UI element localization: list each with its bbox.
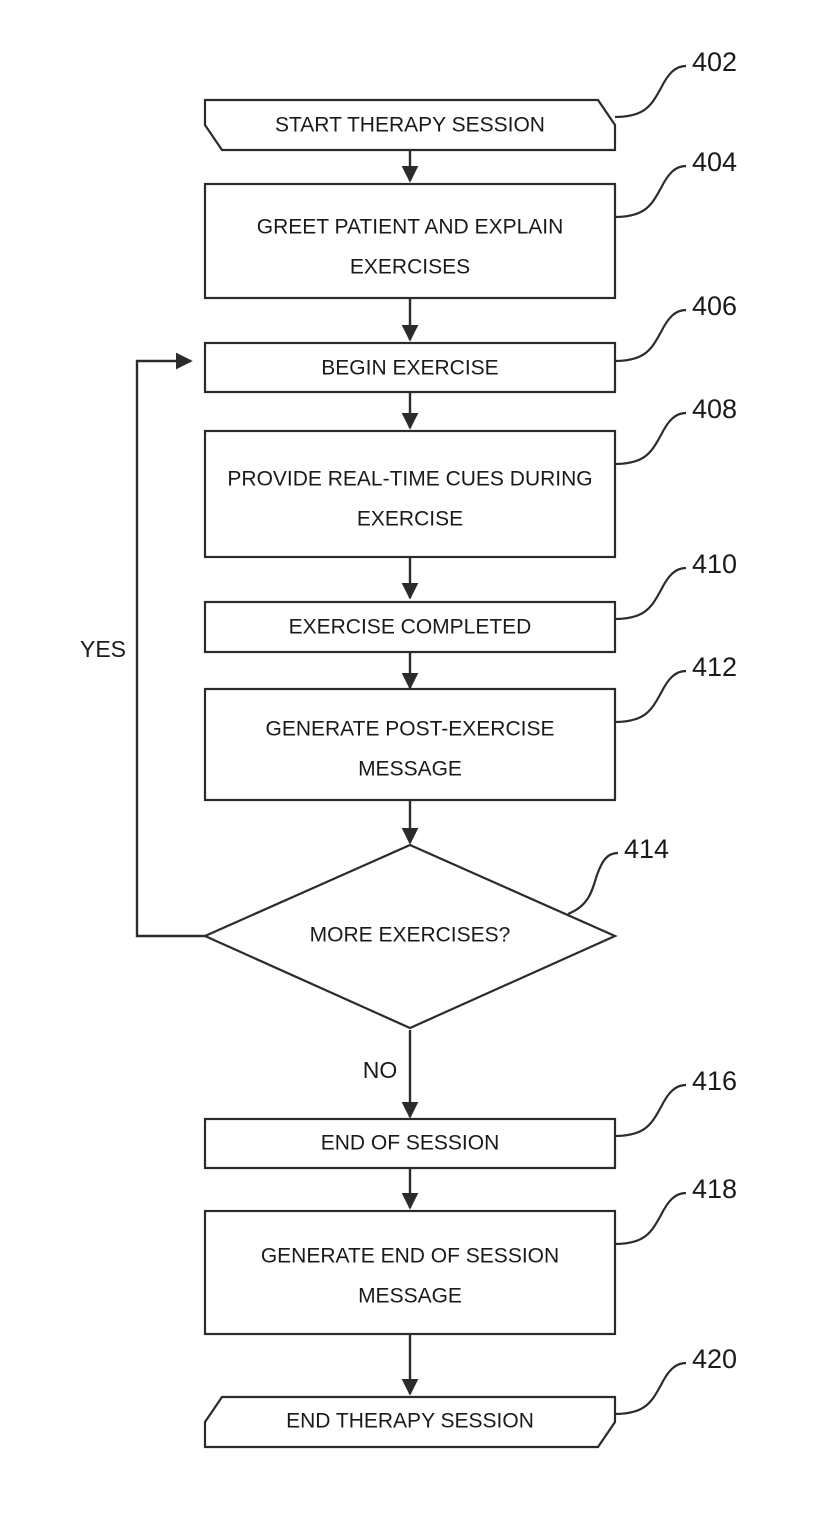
node-408-label-line1: PROVIDE REAL-TIME CUES DURING [227,467,593,491]
reference-412 [615,652,737,722]
node-410-exercise-completed[interactable] [205,602,615,652]
reference-414 [568,834,669,914]
node-414-label: MORE EXERCISES? [309,923,511,947]
node-418-label-line2: MESSAGE [358,1284,462,1308]
node-418-label-line1: GENERATE END OF SESSION [260,1244,560,1268]
node-416-label: END OF SESSION [320,1131,500,1155]
node-402-label: START THERAPY SESSION [275,113,545,137]
reference-406 [615,291,737,361]
reference-418-label: 418 [692,1174,738,1205]
node-412-label-line2: MESSAGE [358,757,462,781]
reference-404-label: 404 [692,147,738,178]
edge-label-yes: YES [79,636,127,663]
reference-404 [615,147,737,217]
reference-412-label: 412 [692,652,738,683]
node-406-begin-exercise[interactable] [205,343,615,392]
node-420-end-therapy-session[interactable] [205,1397,615,1447]
reference-416-label: 416 [692,1066,738,1097]
node-414-more-exercises-decision[interactable] [205,845,615,1028]
node-404-label-line1: GREET PATIENT AND EXPLAIN [256,215,564,239]
reference-420-label: 420 [692,1344,738,1375]
node-416-end-of-session[interactable] [205,1119,615,1168]
node-412-generate-post-exercise-message[interactable] [205,689,615,800]
reference-402-label: 402 [692,47,738,78]
reference-408 [615,394,737,464]
reference-406-label: 406 [692,291,738,322]
reference-420 [615,1344,737,1414]
reference-416 [615,1066,737,1136]
node-408-provide-cues[interactable] [205,431,615,557]
edge-label-no: NO [362,1057,398,1084]
node-420-label: END THERAPY SESSION [286,1409,534,1433]
reference-408-label: 408 [692,394,738,425]
node-412-label-line1: GENERATE POST-EXERCISE [265,717,555,741]
reference-418 [615,1174,737,1244]
reference-410 [615,549,737,619]
node-404-label-line2: EXERCISES [349,255,471,279]
node-404-greet-patient[interactable] [205,184,615,298]
node-410-label: EXERCISE COMPLETED [288,615,532,639]
reference-410-label: 410 [692,549,738,580]
reference-402 [615,47,737,117]
node-408-label-line2: EXERCISE [356,507,464,531]
node-418-generate-end-of-session-message[interactable] [205,1211,615,1334]
node-402-start-therapy-session[interactable] [205,100,615,150]
node-406-label: BEGIN EXERCISE [321,356,499,380]
connector-414-406-yes [137,361,205,936]
reference-414-label: 414 [624,834,670,865]
